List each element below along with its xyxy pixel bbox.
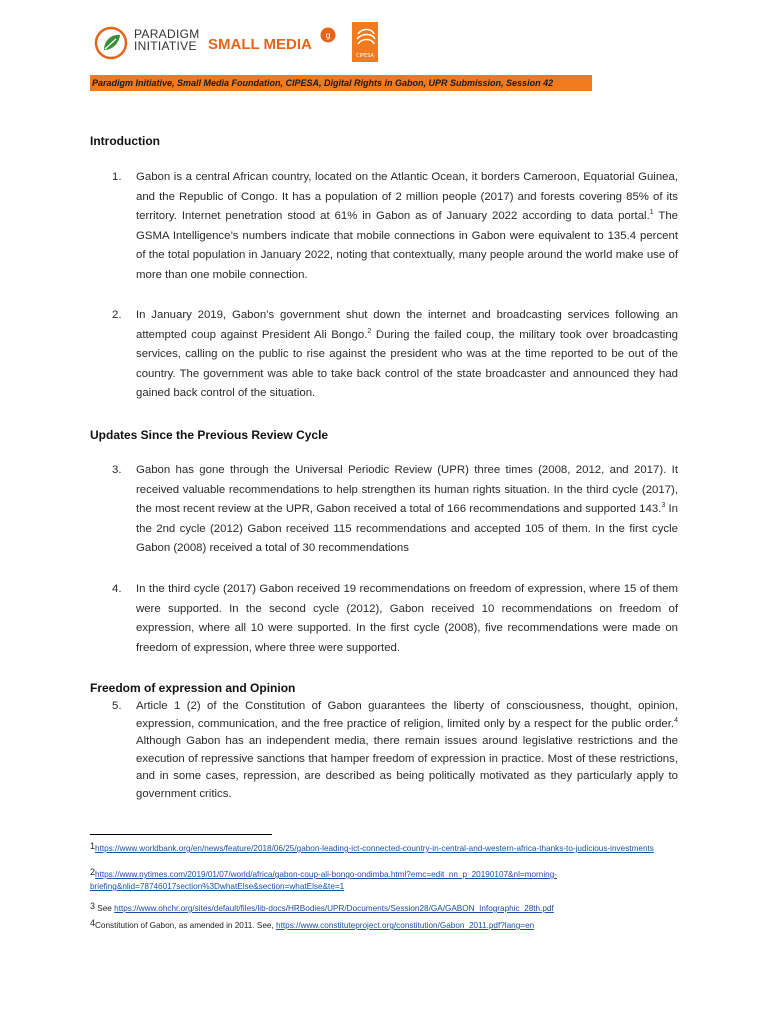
paradigm-initiative-logo-icon xyxy=(94,26,128,60)
document-banner: Paradigm Initiative, Small Media Foundation, CIPESA, Digital Rights in Gabon, UPR Submission, Session 42 xyxy=(90,75,592,91)
footnote-divider xyxy=(90,834,272,835)
list-item: 4. In the third cycle (2017) Gabon received 19 recommendations on freedom of expression, where 15 of them were supported. In the second cycle (2012), Gabon received 10 recommendations on freedom of expression, where all 10 were supported. In the first cycle (2008), five recommendations were made on freedom of expression, where three were supported. xyxy=(112,583,678,654)
svg-text:g: g xyxy=(325,31,331,40)
list-item: 2. In January 2019, Gabon’s government shut down the internet and broadcasting services following an attempted coup against President Ali Bongo.$^2$ During the failed coup, the military took over broadcasting services, calling on the public to rise against the president who was at the time reported to be out of the country. The government was able to take back control of the state broadcaster and announced they had gained back control of the situation. xyxy=(112,309,678,400)
footnote-link[interactable]: https://www.nytimes.com/2019/01/07/world/africa/gabon-coup-ali-bongo-ondimba.html?emc=edit_nn_p_20190107&nl=morning-briefing&nlid=78746017section%3DwhatElse&section=whatElse&te=1 xyxy=(90,870,557,891)
small-media-badge-icon xyxy=(320,27,336,43)
section-heading-updates: Updates Since the Previous Review Cycle xyxy=(90,428,329,442)
small-media-wordmark: SMALL MEDIA xyxy=(208,36,312,53)
section-heading-freedom-of-expression: Freedom of expression and Opinion xyxy=(90,681,296,695)
cipesa-logo-icon xyxy=(352,22,378,62)
footnote-link[interactable]: https://www.ohchr.org/sites/default/files/lib-docs/HRBodies/UPR/Documents/Session28/GA/GABON_Infographic_28th.pdf xyxy=(114,904,554,913)
footnote: 2https://www.nytimes.com/2019/01/07/world/africa/gabon-coup-ali-bongo-ondimba.html?emc=edit_nn_p_20190107&nl=morning-briefing&nlid=78746017section%3DwhatElse&section=whatElse&te=1 xyxy=(90,867,557,891)
paradigm-initiative-wordmark: PARADIGM INITIATIVE xyxy=(134,27,200,53)
svg-text:CIPESA: CIPESA xyxy=(356,53,374,59)
list-item: 3. Gabon has gone through the Universal Periodic Review (UPR) three times (2008, 2012, and 2017). It received valuable recommendations to help strengthen its human rights situation. In the third cycle (2017), the most recent review at the UPR, Gabon received a total of 166 recommendations and supported 143.$^3$ In the 2nd cycle (2012) Gabon received 115 recommendations and accepted 105 of them. In the first cycle Gabon (2008) received a total of 30 recommendations xyxy=(112,464,678,555)
footnote-link[interactable]: https://www.worldbank.org/en/news/feature/2018/06/25/gabon-leading-ict-connected-country-in-central-and-western-africa-thanks-to-judicious-investments xyxy=(95,844,654,853)
section-heading-introduction: Introduction xyxy=(90,134,160,148)
list-item: 5. Article 1 (2) of the Constitution of Gabon guarantees the liberty of consciousness, thought, opinion, expression, communication, and the free practice of religion, limited only by a respect for the public order.$^4$ Although Gabon has an independent media, there remain issues around legislative restrictions and the execution of repressive sanctions that hamper freedom of expression in practice. Most of these restrictions, and in some cases, repression, are described as being politically motivated as they particularly apply to government critics. xyxy=(112,700,678,800)
footnote: 1https://www.worldbank.org/en/news/feature/2018/06/25/gabon-leading-ict-connected-country-in-central-and-western-africa-thanks-to-judicious-investments xyxy=(90,841,654,853)
footnote: 3 See https://www.ohchr.org/sites/default/files/lib-docs/HRBodies/UPR/Documents/Session28/GA/GABON_Infographic_28th.pdf xyxy=(90,901,554,913)
list-item: 1. Gabon is a central African country, located on the Atlantic Ocean, it borders Cameroon, Equatorial Guinea, and the Republic of Congo. It has a population of 2 million people (2017) and forests covering 85% of its territory. Internet penetration stood at 61% in Gabon as of January 2022 according to data portal.$^1$ The GSMA Intelligence’s numbers indicate that mobile connections in Gabon were equivalent to 135.4 percent of the total population in January 2022, noting that contextually, many people around the world make use of more than one mobile connection. xyxy=(112,171,679,281)
header-logos xyxy=(94,22,394,66)
footnote: 4Constitution of Gabon, as amended in 2011. See, https://www.constituteproject.org/constitution/Gabon_2011.pdf?lang=en xyxy=(90,918,535,930)
footnote-link[interactable]: https://www.constituteproject.org/constitution/Gabon_2011.pdf?lang=en xyxy=(276,921,535,930)
